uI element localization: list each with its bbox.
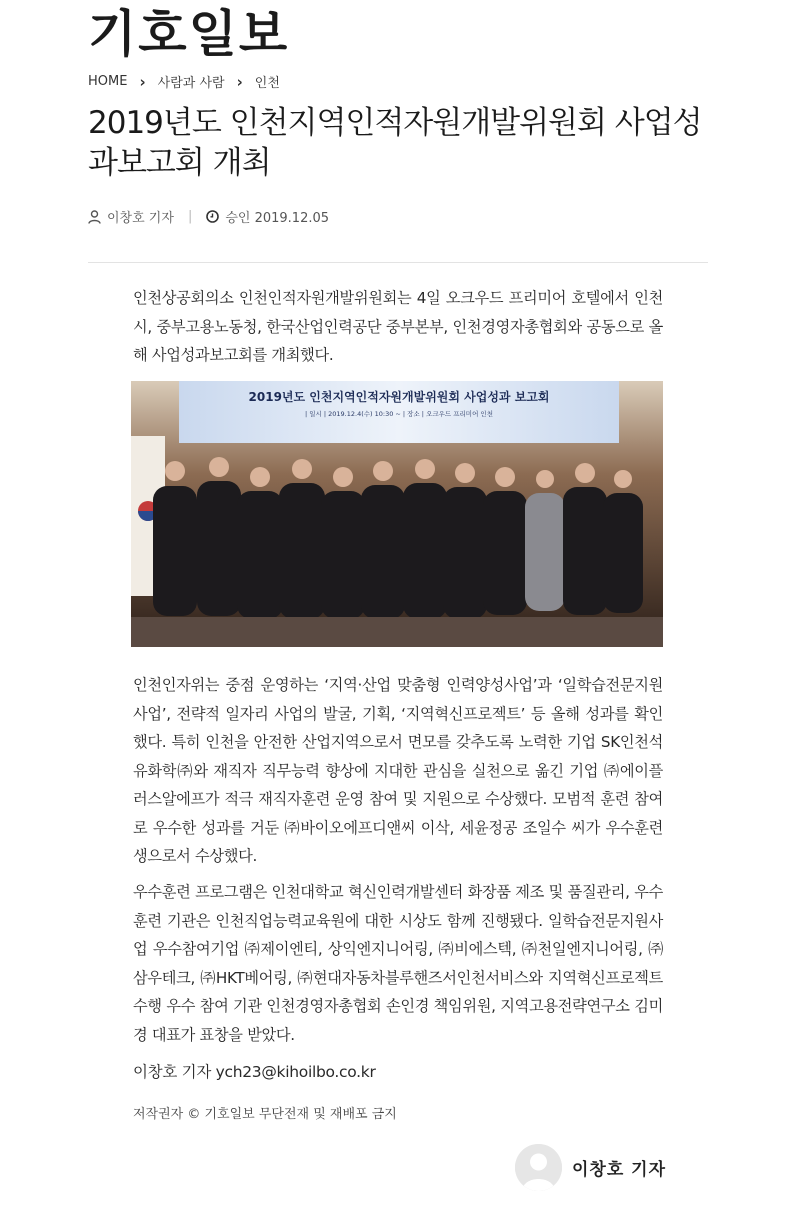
photo-banner-sub: | 일시 | 2019.12.4(수) 10:30 ~ | 장소 | 오크우드 프리미어 인천 (304, 410, 494, 418)
avatar (515, 1144, 562, 1191)
meta-separator: | (187, 209, 193, 224)
article-title: 2019년도 인천지역인적자원개발위원회 사업성과보고회 개최 (88, 105, 702, 181)
article-photo[interactable] (131, 381, 663, 647)
author-box[interactable] (515, 1144, 666, 1191)
article-paragraph-1: 인천상공회의소 인천인적자원개발위원회는 4일 오크우드 프리미어 호텔에서 인천시, 중부고용노동청, 한국산업인력공단 중부본부, 인천경영자총협회와 공동으로 올해 사업성과보고회를 개최했다. (133, 289, 663, 364)
clock-icon (206, 210, 219, 223)
breadcrumb-category[interactable]: 인천 (254, 76, 280, 91)
article-approved-date: 승인 2019.12.05 (225, 211, 330, 226)
breadcrumb-section[interactable]: 사람과 사람 (157, 76, 225, 91)
site-logo[interactable]: 기호일보 (88, 5, 290, 63)
breadcrumb-home[interactable]: HOME (88, 74, 128, 89)
article-paragraph-2: 인천인자위는 중점 운영하는 ‘지역·산업 맞춤형 인력양성사업’과 ‘일학습전문지원사업’, 전략적 일자리 사업의 발굴, 기획, ‘지역혁신프로젝트’ 등 올해 성과를 확인했다. 특히 인천을 안전한 산업지역으로서 면모를 갖추도록 노력한 기업 SK인천석유화학㈜와 재직자 직무능력 향상에 지대한 관심을 실천으로 옮긴 기업 ㈜에이플러스알에프가 적극 재직자훈련 운영 참여 및 지원으로 수상했다. 모범적 훈련 참여로 우수한 성과를 거둔 ㈜바이오에프디앤씨 이삭, 세윤정공 조일수 씨가 우수훈련생으로서 수상했다. (133, 676, 663, 865)
breadcrumb (88, 72, 280, 91)
article-paragraph-3: 우수훈련 프로그램은 인천대학교 혁신인력개발센터 화장품 제조 및 품질관리, 우수훈련 기관은 인천직업능력교육원에 대한 시상도 함께 진행됐다. 일학습전문지원사업 우수참여기업 ㈜제이엔티, 상익엔지니어링, ㈜비에스텍, ㈜천일엔지니어링, ㈜삼우테크, ㈜HKT베어링, ㈜현대자동차블루핸즈서인천서비스와 지역혁신프로젝트 수행 우수 참여 기관 인천경영자총협회 손인경 책임위원, 지역고용전략연구소 김미경 대표가 표창을 받았다. (133, 883, 663, 1044)
photo-banner-title: 2019년도 인천지역인적자원개발위원회 사업성과 보고회 (248, 390, 550, 404)
copyright-notice: 저작권자 © 기호일보 무단전재 및 재배포 금지 (133, 1107, 397, 1122)
header-divider (88, 262, 708, 263)
article-author[interactable]: 이창호 기자 (107, 211, 174, 226)
article-meta (88, 207, 329, 226)
reporter-credit[interactable]: 이창호 기자 ych23@kihoilbo.co.kr (133, 1063, 376, 1081)
user-icon (88, 210, 101, 224)
author-box-name[interactable]: 이창호 기자 (572, 1160, 667, 1180)
chevron-right-icon: › (236, 72, 243, 91)
chevron-right-icon: › (139, 72, 146, 91)
